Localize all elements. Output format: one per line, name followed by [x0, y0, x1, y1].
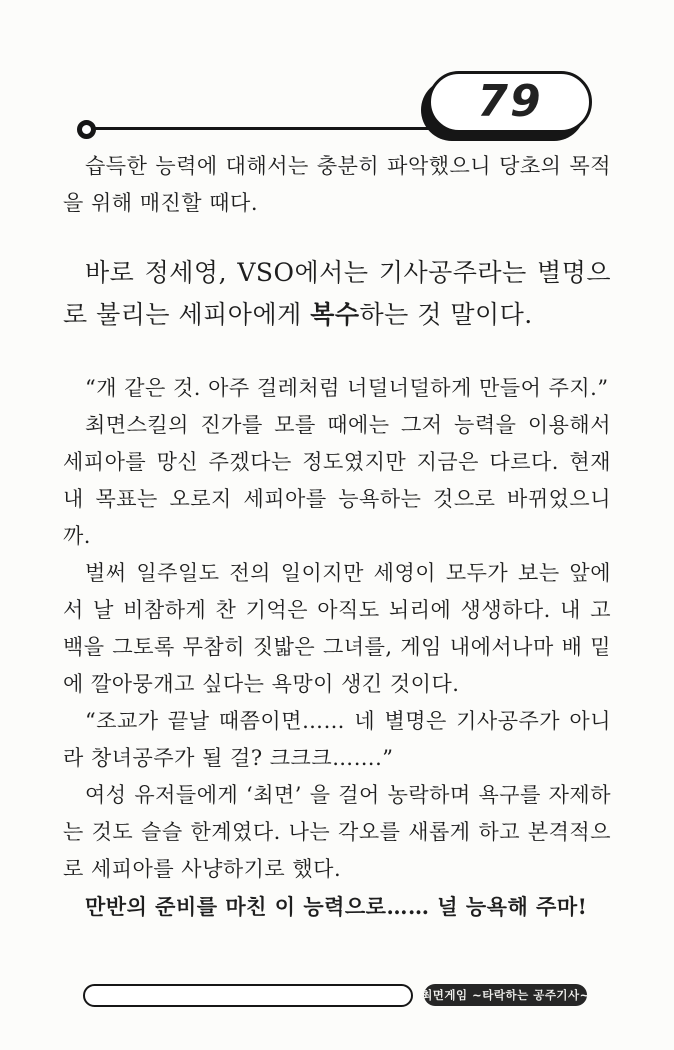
- emphasized-text: 복수: [310, 300, 360, 329]
- paragraph: [63, 555, 611, 703]
- paragraph: [63, 888, 611, 925]
- paragraph: [63, 148, 611, 222]
- page-number: 79: [477, 75, 543, 127]
- text-run: 습득한 능력에 대해서는 충분히 파악했으니 당초의 목적을 위해 매진할 때다.: [63, 154, 611, 215]
- paragraph: [63, 407, 611, 555]
- header-line-ring-icon: [77, 120, 96, 139]
- text-run: “조교가 끝날 때쯤이면…… 네 별명은 기사공주가 아니라 창녀공주가 될 걸? 크크크…….”: [63, 709, 611, 770]
- header-rule: [88, 127, 458, 130]
- text-run: 벌써 일주일도 전의 일이지만 세영이 모두가 보는 앞에서 날 비참하게 찬 기억은 아직도 뇌리에 생생하다. 내 고백을 그토록 무참히 짓밟은 그녀를, 게임 내에서나마 배 밑에 깔아뭉개고 싶다는 욕망이 생긴 것이다.: [63, 561, 611, 696]
- text-run: 만반의 준비를 마친 이 능력으로…… 널 능욕해 주마!: [85, 894, 588, 919]
- paragraph: [63, 252, 611, 336]
- text-run: 바로 정세영, VSO에서는 기사공주라는 별명으로 불리는 세피아에게: [63, 258, 611, 329]
- series-title: 최면게임 ~타락하는 공주기사~: [421, 988, 590, 1002]
- text-run: 하는 것 말이다.: [359, 300, 533, 329]
- paragraph: [63, 777, 611, 888]
- paragraph: [63, 703, 611, 777]
- page-number-badge: [428, 71, 592, 133]
- series-title-badge: [421, 984, 590, 1006]
- text-run: 최면스킬의 진가를 모를 때에는 그저 능력을 이용해서 세피아를 망신 주겠다는 정도였지만 지금은 다르다. 현재 내 목표는 오로지 세피아를 능욕하는 것으로 바뀌었으니까.: [63, 413, 611, 548]
- paragraph: [63, 370, 611, 407]
- page-body: [63, 148, 611, 925]
- footer-capsule: [83, 984, 413, 1007]
- text-run: 여성 유저들에게 ‘최면’ 을 걸어 농락하며 욕구를 자제하는 것도 슬슬 한계였다. 나는 각오를 새롭게 하고 본격적으로 세피아를 사냥하기로 했다.: [63, 783, 611, 881]
- text-run: “개 같은 것. 아주 걸레처럼 너덜너덜하게 만들어 주지.”: [85, 376, 609, 400]
